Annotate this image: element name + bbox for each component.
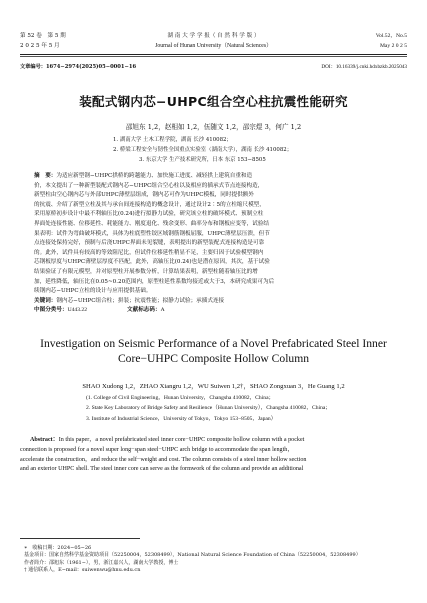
clc-number: U443.22 (67, 307, 88, 314)
abstract-cn-line: 新型柱由空心钢内芯与外部UHPC薄壁层组成，钢内芯可作为UHPC模板，同时提供额外 (34, 192, 254, 199)
footnote-corresponding: † 通信联系人，E−mail：suiwenwu@hnu.edu.cn (24, 567, 141, 574)
abstract-en-line: connection is proposed for a novel super long−span steel−UHPC arch bridge to accommodate the span length， (20, 446, 294, 453)
affiliation-cn-1: 1. 湖南大学 土木工程学院，湖南 长沙 410082； (113, 137, 232, 143)
title-en-line-2: Core−UHPC Composite Hollow Column (117, 352, 310, 365)
header-date-en: May 2 0 2 5 (379, 43, 407, 49)
abstract-cn-line: 价，本文提出了一种新型装配式钢内芯−UHPC组合空心柱以及相应的插承式节点连接构造， (34, 182, 264, 189)
affiliation-en-1: (1. College of Civil Engineering，Hunan University，Changsha 410082，China； (86, 395, 275, 401)
abstract-cn-line: 果表明：试件为弯曲破坏模式，具体为柱底塑性铰区域钢筋钢板屈服，UHPC薄壁层压溃，但节 (34, 230, 270, 237)
abstract-cn-label: 摘 要： (34, 173, 57, 179)
abstract-cn-line: 续钢内芯−UHPC立柱的设计与应用提供基础。 (34, 288, 152, 295)
affiliation-en-3: 3. Institute of Industrial Science，University of Tokyo，Tokyo 153−8505，Japan） (86, 415, 277, 422)
keywords-cn-label: 关键词： (34, 297, 57, 304)
abstract-cn-line: 结果验证了有限元模型，并对原型柱开展参数分析，计算结果表明，新型柱随着轴压比的增 (34, 268, 258, 275)
abstract-cn-line: 点连接处保持完好，预制与后浇UHPC界面未见裂缝，表明提出的新型装配式连接构造是可靠 (34, 240, 265, 247)
abstract-cn-line: 界面处连接性能、位移延性、耗能能力、刚度退化、残余变形、曲率分布和钢板应变等，试验结 (34, 220, 269, 227)
footnotes (20, 545, 407, 575)
abstract-en-line: and an exterior UHPC shell. The steel inner core can serve as the formwork of the column and provide an additional (20, 466, 304, 473)
article-number: 文章编号：1674−2974(2025)05−0001−16 (20, 64, 137, 70)
header-rule-thin (20, 56, 407, 57)
authors-cn: 邵旭东 1,2，赵相如 1,2，伍随文 1,2，邵宗煜 3，何广 1,2 (125, 123, 302, 131)
footnote-author-bio: 作者简介：邵旭东（1961−），男，浙江嘉兴人，湖南大学教授，博士 (24, 559, 179, 566)
affiliation-cn-3: 3. 东京大学 生产技术研究所，日本 东京 153−8505 (139, 157, 266, 163)
keywords-cn: 钢内芯−UHPC组合柱；拼装；抗震性能；拟静力试验；承插式连接 (56, 297, 225, 304)
abstract-en-line: accelerate the construction，and reduce the self−weight and cost. The column consists of a steel inner hollow section (20, 456, 307, 463)
affiliation-en-2: 2. State Key Laboratory of Bridge Safety and Resilience（Hunan University），Changsha 410082，China； (86, 405, 331, 412)
title-cn: 装配式钢内芯−UHPC组合空心柱抗震性能研究 (79, 94, 348, 109)
affiliations-en (86, 393, 331, 424)
doc-code: A (160, 307, 165, 314)
header-journal-en: Journal of Hunan University（Natural Sciences） (155, 43, 272, 49)
header-volume-cn: 第 52 卷 第 5 期 (20, 33, 66, 39)
authors-en: SHAO Xudong 1,2，ZHAO Xiangru 1,2，WU Suiwen 1,2†，SHAO Zongxuan 3，He Guang 1,2 (82, 383, 345, 390)
title-en-line-1: Investigation on Seismic Performance of a Novel Prefabricated Steel Inner (40, 337, 387, 350)
header-journal-cn: 湖 南 大 学 学 报（ 自 然 科 学 版 ） (167, 33, 260, 39)
doc-code-label: 文献标志码： (127, 307, 161, 314)
doi: DOI：10.16339/j.cnki.hdxbzkb.2025043 (321, 64, 407, 70)
clc-label: 中图分类号： (34, 307, 68, 314)
abstract-cn-line: 加，延性降低，轴压比在0.05~0.20范围内，原型柱延性系数均接近或大于3，本研究成果可为后 (34, 278, 275, 285)
abstract-cn-line: 采用原桥初步设计中最不利轴压比(0.24)进行拟静力试验，研究该立柱的破坏模式、预制立柱 (34, 211, 264, 218)
footnote-received: ∗ 收稿日期：2024−05−26 (24, 545, 92, 551)
abstract-en-label: Abstract： (30, 437, 59, 443)
abstract-cn-line: 为适应新型钢−UHPC拱桥的跨越能力、加快施工进度、减轻拱上建筑自重和造 (56, 173, 253, 179)
footnote-rule (20, 538, 140, 539)
header-rule (20, 54, 407, 55)
header-volume-en: Vol.52，No.5 (375, 33, 407, 39)
abstract-en-line: In this paper，a novel prefabricated steel inner core−UHPC composite hollow column with a pocket (58, 437, 305, 443)
title-en (0, 336, 427, 366)
abstract-cn-line: 的抗震、介绍了新型立柱及其与承台间连接构造的概念设计，通过设计2∶5的立柱缩尺模型， (34, 201, 265, 208)
abstract-cn-line: 芯钢板厚度与UHPC薄壁层厚度不匹配，此外，高轴压比(0.24)也是潜在原因，其次，基于试验 (34, 259, 270, 266)
abstract-en (20, 436, 407, 475)
affiliations-cn (113, 135, 292, 165)
affiliation-cn-2: 2. 桥梁工程安全与韧性全国重点实验室（湖南大学），湖南 长沙 410082； (113, 147, 293, 153)
footnote-funding: 基金项目：国家自然科学基金资助项目（52250004，52308499），National Natural Science Foundation of China（52250004，52308499） (24, 552, 361, 559)
abstract-cn-line: 的。此外，试件具有较高的等效阻尼比，但试件位移延性稍显不足，主要归因于试验模型钢内 (34, 249, 264, 256)
header-date-cn: 2 0 2 5 年 5 月 (20, 43, 60, 49)
abstract-cn (34, 172, 393, 316)
